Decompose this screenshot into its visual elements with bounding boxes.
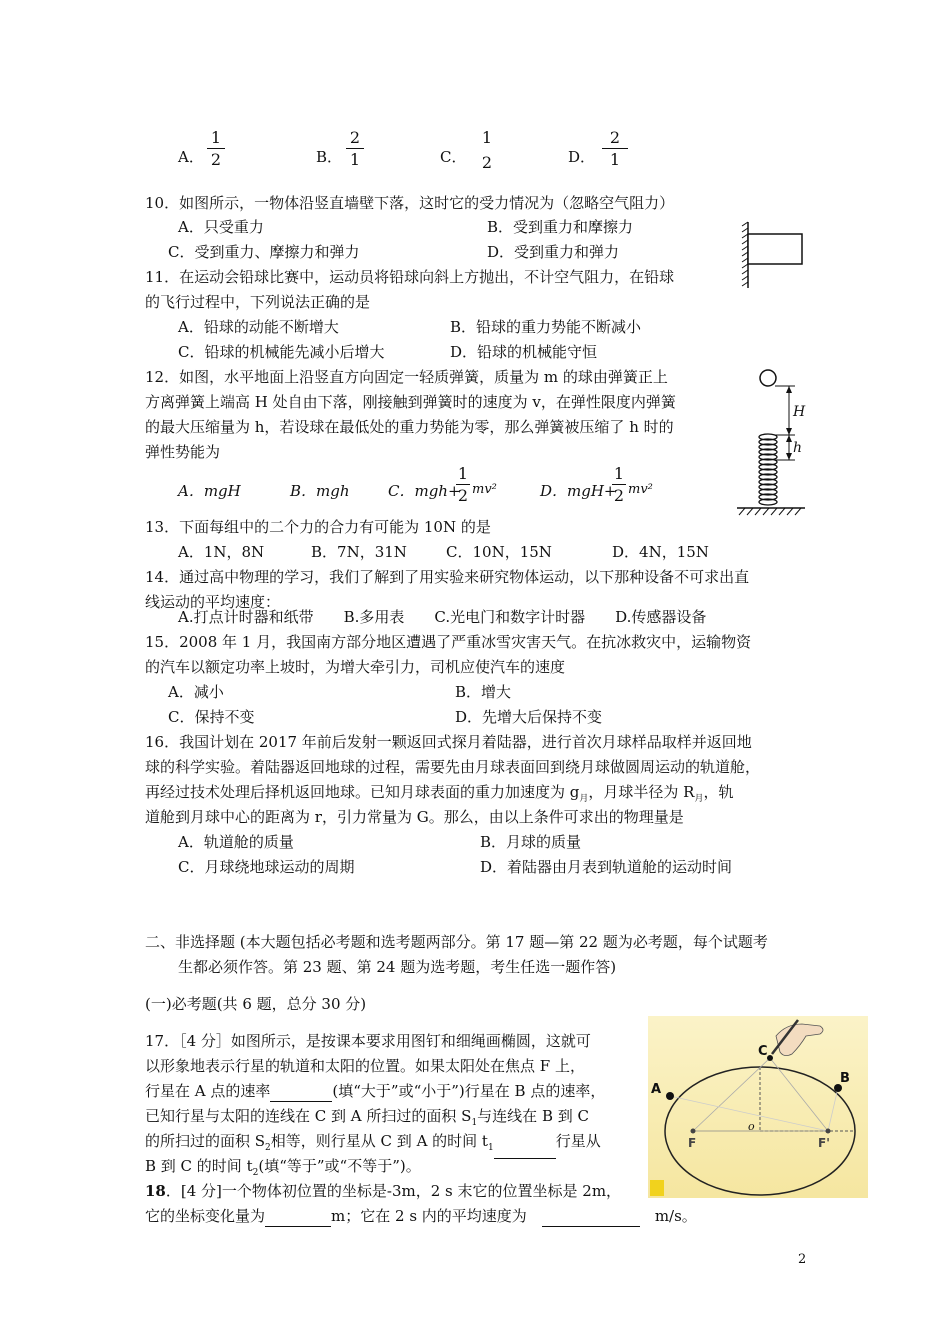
q12-stem-line2: 方离弹簧上端高 H 处自由下落，刚接触到弹簧时的速度为 v，在弹性限度内弹簧 bbox=[145, 393, 676, 411]
q17-line4: 已知行星与太阳的连线在 C 到 A 所扫过的面积 $S_1$与连线在 B 到 C bbox=[145, 1107, 589, 1128]
spring-figure-h-label: h bbox=[793, 440, 803, 456]
ellipse-label-F: F bbox=[688, 1136, 697, 1150]
spring-figure-H-label: H bbox=[793, 404, 806, 420]
q12-option-d-suffix: mv² bbox=[628, 482, 653, 497]
q18-blank-2[interactable] bbox=[542, 1210, 640, 1227]
q13-option-b: B．7N，31N bbox=[311, 543, 407, 561]
q10-option-d: D．受到重力和弹力 bbox=[487, 243, 620, 261]
q12-stem-line1: 12．如图，水平地面上沿竖直方向固定一轻质弹簧，质量为 m 的球由弹簧正上 bbox=[145, 368, 668, 386]
q16-option-a: A．轨道舱的质量 bbox=[178, 833, 294, 851]
q11-option-c: C．铅球的机械能先减小后增大 bbox=[178, 343, 385, 361]
q11-option-d: D．铅球的机械能守恒 bbox=[450, 343, 598, 361]
wall-block-figure bbox=[740, 220, 810, 290]
q16-stem-line2: 球的科学实验。着陆器返回地球的过程，需要先由月球表面回到绕月球做圆周运动的轨道舱， bbox=[145, 758, 761, 776]
q17-line1: 17．［4 分］如图所示，是按课本要求用图钉和细绳画椭圆，这就可 bbox=[145, 1032, 591, 1050]
q12-option-b: B．mgh bbox=[290, 482, 350, 500]
q16-stem-line4: 道舱到月球中心的距离为 r，引力常量为 G。那么，由以上条件可求出的物理量是 bbox=[145, 808, 684, 826]
q18-blank-1[interactable] bbox=[265, 1210, 331, 1227]
q9-option-d-fraction: 2 1 bbox=[602, 128, 628, 169]
q13-option-a: A．1N，8N bbox=[178, 543, 265, 561]
q17-line2: 以形象地表示行星的轨道和太阳的位置。如果太阳处在焦点 F 上， bbox=[145, 1057, 585, 1075]
ellipse-label-C: C bbox=[758, 1044, 768, 1059]
ellipse-label-o: o bbox=[748, 1120, 755, 1133]
ellipse-label-B: B bbox=[840, 1071, 850, 1086]
q16-option-d: D．着陆器由月表到轨道舱的运动时间 bbox=[480, 858, 733, 876]
section2-heading-line2: 生都必须作答。第 23 题、第 24 题为选考题，考生任选一题作答) bbox=[178, 958, 617, 976]
ellipse-orbit-figure bbox=[648, 1016, 868, 1198]
q9-option-c-fraction: 1 2 bbox=[481, 128, 493, 172]
q9-option-b-label: B． bbox=[316, 148, 343, 166]
q16-option-c: C．月球绕地球运动的周期 bbox=[178, 858, 355, 876]
q16-stem-line3: 再经过技术处理后择机返回地球。已知月球表面的重力加速度为 $g_月$，月球半径为 $R_月$，轨 bbox=[145, 783, 734, 804]
q9-option-c-label: C． bbox=[440, 148, 467, 166]
q13-stem: 13．下面每组中的二个力的合力有可能为 10N 的是 bbox=[145, 518, 491, 536]
q11-option-a: A．铅球的动能不断增大 bbox=[178, 318, 339, 336]
q12-stem-line3: 的最大压缩量为 h，若设球在最低处的重力势能为零，那么弹簧被压缩了 h 时的 bbox=[145, 418, 674, 436]
q15-option-d: D．先增大后保持不变 bbox=[455, 708, 603, 726]
q17-line5: 的所扫过的面积 $S_2$相等，则行星从 C 到 A 的时间 $t_1$ 行星从 bbox=[145, 1130, 601, 1159]
section2-subheading: (一)必考题(共 6 题，总分 30 分) bbox=[145, 995, 367, 1013]
q12-option-c-fraction: 1 2 bbox=[457, 464, 469, 505]
q11-stem-line2: 的飞行过程中，下列说法正确的是 bbox=[145, 293, 371, 311]
page-number: 2 bbox=[798, 1252, 807, 1267]
q11-stem-line1: 11．在运动会铅球比赛中，运动员将铅球向斜上方抛出，不计空气阻力，在铅球 bbox=[145, 268, 675, 286]
q14-stem-line2: 线运动的平均速度： bbox=[145, 593, 281, 611]
q17-line3: 行星在 A 点的速率 (填“大于”或“小于”)行星在 B 点的速率， bbox=[145, 1082, 606, 1100]
section2-heading-line1: 二、非选择题 (本大题包括必考题和选考题两部分。第 17 题—第 22 题为必考题，每个试题考 bbox=[145, 933, 768, 951]
q15-stem-line1: 15．2008 年 1 月，我国南方部分地区遭遇了严重冰雪灾害天气。在抗冰救灾中，运输物资 bbox=[145, 633, 752, 651]
q18-line2: 它的坐标变化量为 m；它在 2 s 内的平均速度为 m/s。 bbox=[145, 1207, 697, 1225]
q12-option-d-fraction: 1 2 bbox=[613, 464, 625, 505]
q12-stem-line4: 弹性势能为 bbox=[145, 443, 221, 461]
q10-option-a: A．只受重力 bbox=[178, 218, 264, 236]
q12-option-c-prefix: C．mgh+ bbox=[388, 482, 461, 500]
q10-option-c: C．受到重力、摩擦力和弹力 bbox=[168, 243, 360, 261]
q16-option-b: B．月球的质量 bbox=[480, 833, 582, 851]
q11-option-b: B．铅球的重力势能不断减小 bbox=[450, 318, 642, 336]
q17-line6: B 到 C 的时间 $t_2$(填“等于”或“不等于”)。 bbox=[145, 1157, 421, 1178]
q10-option-b: B．受到重力和摩擦力 bbox=[487, 218, 634, 236]
q15-option-c: C．保持不变 bbox=[168, 708, 255, 726]
ellipse-label-A: A bbox=[651, 1082, 662, 1097]
q12-option-c-suffix: mv² bbox=[472, 482, 497, 497]
q9-option-d-label: D． bbox=[568, 148, 596, 166]
q15-option-a: A．减小 bbox=[168, 683, 224, 701]
q17-blank-2[interactable] bbox=[494, 1142, 556, 1159]
q17-blank-1[interactable] bbox=[270, 1085, 332, 1102]
q9-option-b-fraction: 2 1 bbox=[346, 128, 364, 169]
q15-stem-line2: 的汽车以额定功率上坡时，为增大牵引力，司机应使汽车的速度 bbox=[145, 658, 566, 676]
q12-option-a: A．mgH bbox=[178, 482, 241, 500]
q16-stem-line1: 16．我国计划在 2017 年前后发射一颗返回式探月着陆器，进行首次月球样品取样并返回地 bbox=[145, 733, 752, 751]
q12-option-d-prefix: D．mgH+ bbox=[540, 482, 617, 500]
q15-option-b: B．增大 bbox=[455, 683, 512, 701]
q14-options: A.打点计时器和纸带 B.多用表 C.光电门和数字计时器 D.传感器设备 bbox=[178, 608, 707, 626]
q9-option-a-fraction: 1 2 bbox=[207, 128, 225, 169]
q18-line1: 18．[4 分]一个物体初位置的坐标是-3m，2 s 末它的位置坐标是 2m， bbox=[145, 1182, 622, 1200]
q13-option-c: C．10N，15N bbox=[446, 543, 552, 561]
q14-stem-line1: 14．通过高中物理的学习，我们了解到了用实验来研究物体运动，以下那种设备不可求出直 bbox=[145, 568, 750, 586]
ellipse-label-F-prime: F' bbox=[818, 1136, 830, 1150]
q9-option-a-label: A． bbox=[178, 148, 204, 166]
q13-option-d: D．4N，15N bbox=[612, 543, 709, 561]
q10-stem: 10．如图所示，一物体沿竖直墙壁下落，这时它的受力情况为（忽略空气阻力） bbox=[145, 194, 675, 212]
